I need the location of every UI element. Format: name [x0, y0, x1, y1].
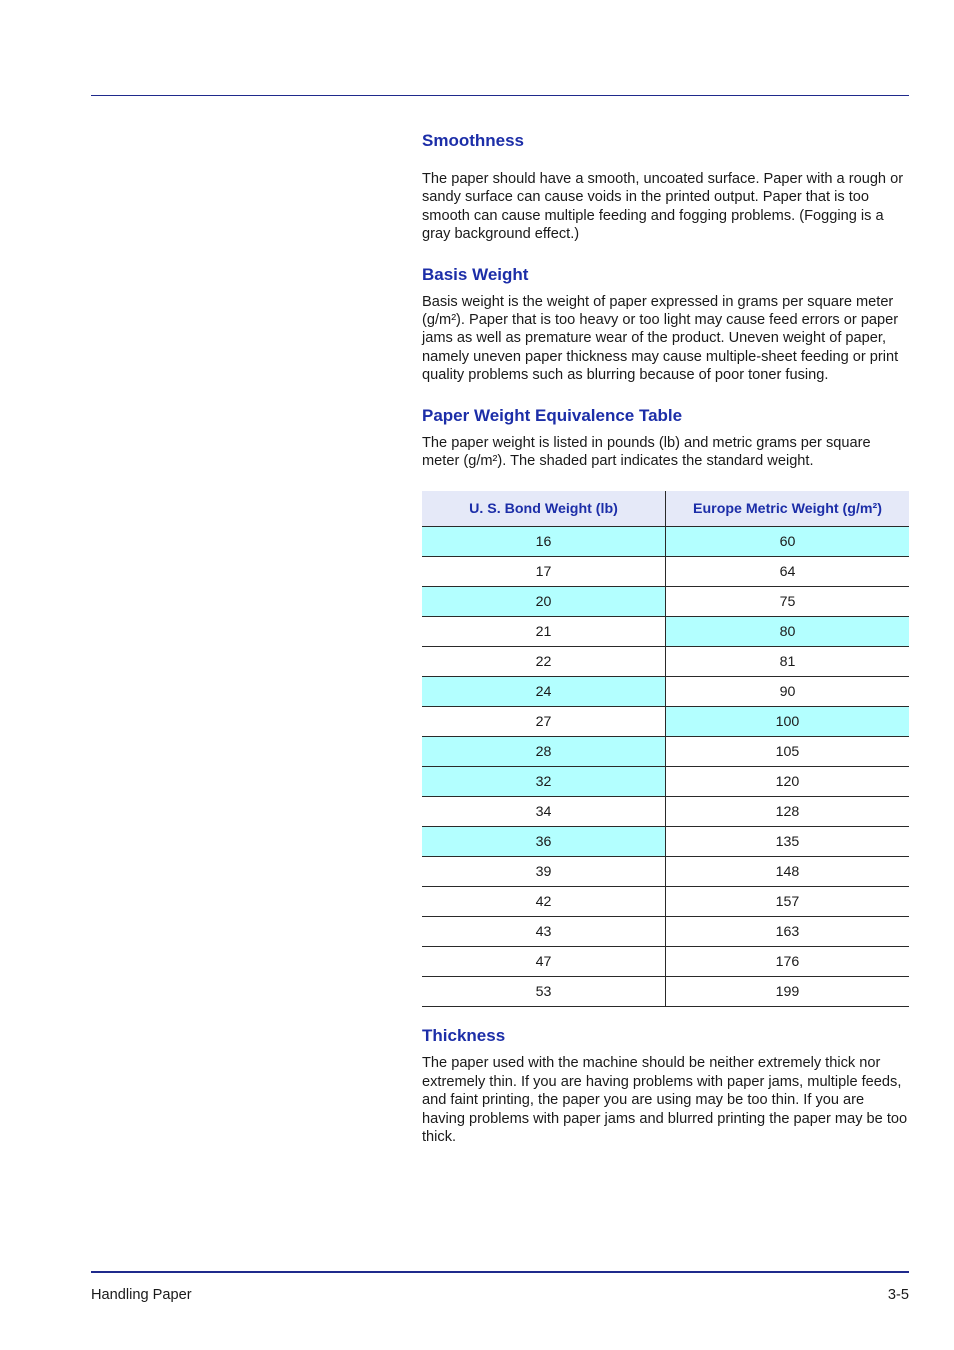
- section-equivalence-table: [422, 405, 909, 1008]
- section-thickness: [422, 1025, 909, 1146]
- table-row: [422, 617, 909, 647]
- section-smoothness: [422, 130, 909, 244]
- cell-us-bond-weight: 43: [422, 917, 666, 947]
- cell-us-bond-weight: 27: [422, 707, 666, 737]
- paper-weight-table: [422, 491, 909, 1007]
- cell-us-bond-weight: 24: [422, 677, 666, 707]
- footer-rule: [91, 1271, 909, 1273]
- cell-europe-metric-weight: 64: [666, 557, 910, 587]
- cell-us-bond-weight: 21: [422, 617, 666, 647]
- cell-europe-metric-weight: 90: [666, 677, 910, 707]
- cell-us-bond-weight: 39: [422, 857, 666, 887]
- cell-us-bond-weight: 53: [422, 977, 666, 1007]
- table-header-row: [422, 491, 909, 527]
- cell-europe-metric-weight: 128: [666, 797, 910, 827]
- section-body-equivalence: The paper weight is listed in pounds (lb) and metric grams per square meter (g/m²). The shaded part indicates the standard weight.: [422, 434, 871, 470]
- table-row: [422, 527, 909, 557]
- table-row: [422, 947, 909, 977]
- table-row: [422, 857, 909, 887]
- footer-page-number: 3-5: [887, 1287, 909, 1303]
- cell-europe-metric-weight: 105: [666, 737, 910, 767]
- cell-europe-metric-weight: 75: [666, 587, 910, 617]
- cell-europe-metric-weight: 100: [666, 707, 910, 737]
- section-basis-weight: [422, 264, 909, 385]
- cell-europe-metric-weight: 135: [666, 827, 910, 857]
- cell-us-bond-weight: 47: [422, 947, 666, 977]
- cell-us-bond-weight: 28: [422, 737, 666, 767]
- column-header-us-bond: U. S. Bond Weight (lb): [422, 491, 666, 527]
- table-row: [422, 677, 909, 707]
- section-heading-equivalence: Paper Weight Equivalence Table: [422, 405, 683, 425]
- cell-europe-metric-weight: 60: [666, 527, 910, 557]
- table-row: [422, 917, 909, 947]
- section-body-smoothness: The paper should have a smooth, uncoated surface. Paper with a rough or sandy surface can cause voids in the printed output. Paper that is too smooth can cause multiple feeding and fogging problems. (Fogging is a gray background effect.): [422, 171, 904, 243]
- cell-us-bond-weight: 20: [422, 587, 666, 617]
- footer-chapter-title: Handling Paper: [91, 1287, 192, 1303]
- section-body-thickness: The paper used with the machine should be neither extremely thick nor extremely thin. If you are having problems with paper jams, multiple feeds, and faint printing, the paper you are using may be too thin. If you are having problems with paper jams and blurred printing the paper may be too thick.: [422, 1055, 908, 1146]
- cell-europe-metric-weight: 163: [666, 917, 910, 947]
- table-body: [422, 527, 909, 1007]
- table-row: [422, 827, 909, 857]
- table-row: [422, 977, 909, 1007]
- cell-us-bond-weight: 22: [422, 647, 666, 677]
- table-row: [422, 587, 909, 617]
- page-content: [422, 130, 909, 1147]
- table-row: [422, 887, 909, 917]
- table-row: [422, 647, 909, 677]
- section-heading-smoothness: Smoothness: [422, 131, 525, 150]
- table-row: [422, 737, 909, 767]
- section-heading-thickness: Thickness: [422, 1026, 506, 1046]
- table-row: [422, 557, 909, 587]
- section-body-basis-weight: Basis weight is the weight of paper expressed in grams per square meter (g/m²). Paper that is too heavy or too light may cause feed errors or paper jams as well as premature wear of the product. Uneven weight of paper, namely uneven paper thickness may cause multiple-sheet feeding or print quality problems such as blurring because of poor toner fusing.: [422, 293, 899, 384]
- table-row: [422, 707, 909, 737]
- table-row: [422, 797, 909, 827]
- cell-us-bond-weight: 36: [422, 827, 666, 857]
- cell-us-bond-weight: 34: [422, 797, 666, 827]
- cell-europe-metric-weight: 157: [666, 887, 910, 917]
- cell-europe-metric-weight: 148: [666, 857, 910, 887]
- cell-us-bond-weight: 32: [422, 767, 666, 797]
- cell-us-bond-weight: 42: [422, 887, 666, 917]
- cell-europe-metric-weight: 80: [666, 617, 910, 647]
- column-header-europe-metric: Europe Metric Weight (g/m²): [666, 491, 910, 527]
- cell-us-bond-weight: 16: [422, 527, 666, 557]
- cell-europe-metric-weight: 176: [666, 947, 910, 977]
- cell-europe-metric-weight: 199: [666, 977, 910, 1007]
- header-rule: [91, 95, 909, 96]
- table-row: [422, 767, 909, 797]
- cell-us-bond-weight: 17: [422, 557, 666, 587]
- section-heading-basis-weight: Basis Weight: [422, 264, 529, 284]
- cell-europe-metric-weight: 120: [666, 767, 910, 797]
- cell-europe-metric-weight: 81: [666, 647, 910, 677]
